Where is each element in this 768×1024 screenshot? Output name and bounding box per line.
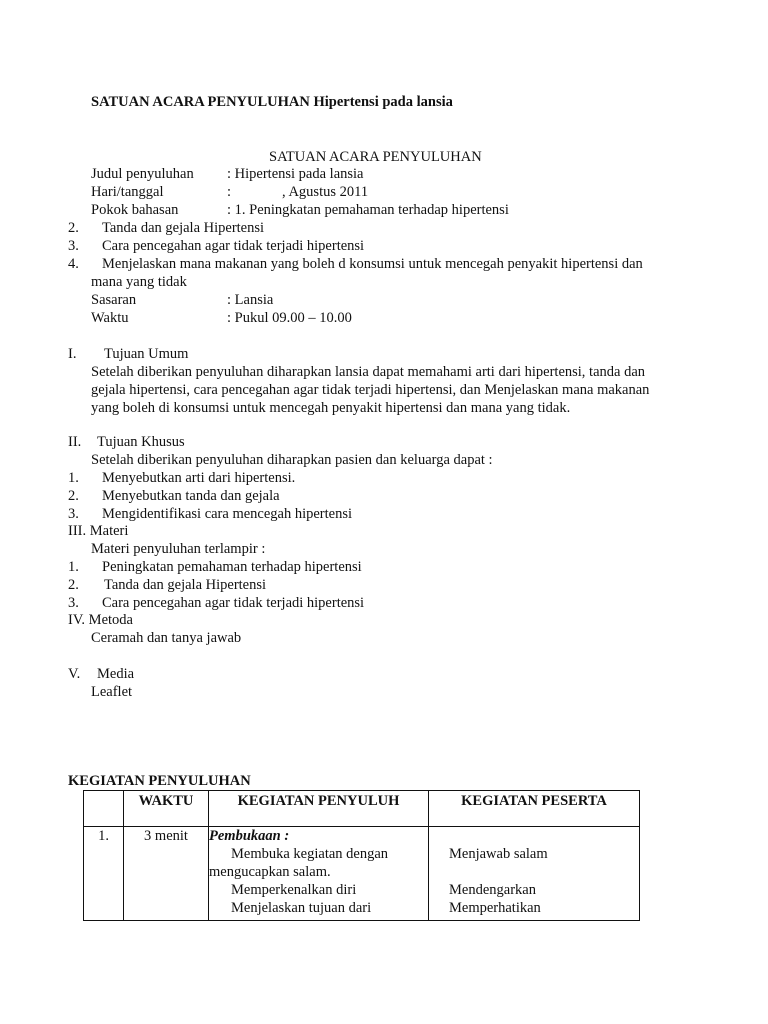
materi-item-text: Tanda dan gejala Hipertensi <box>104 577 267 593</box>
tujuan-khusus-item-num: 1. <box>68 470 79 486</box>
row-peserta <box>429 827 640 921</box>
pembukaan-title: Pembukaan : <box>209 828 290 844</box>
hari-colon: : <box>227 184 232 200</box>
waktu-value: : Pukul 09.00 – 10.00 <box>227 310 352 326</box>
materi-item-num: 2. <box>68 577 79 593</box>
pokok-item-text: Menjelaskan mana makanan yang boleh d konsumsi untuk mencegah penyakit hipertensi dan <box>102 256 643 272</box>
media-text: Leaflet <box>91 684 133 700</box>
tujuan-umum-line: gejala hipertensi, cara pencegahan agar tidak terjadi hipertensi, dan Menjelaskan mana makanan <box>91 382 650 398</box>
row-waktu: 3 menit <box>124 827 209 921</box>
pokok-item-text-cont: mana yang tidak <box>91 274 187 290</box>
tujuan-umum-line: Setelah diberikan penyuluhan diharapkan lansia dapat memahami arti dari hipertensi, tanda dan <box>91 364 646 380</box>
materi-intro: Materi penyuluhan terlampir : <box>91 541 266 557</box>
tujuan-khusus-item-text: Menyebutkan tanda dan gejala <box>102 488 280 504</box>
media-num: V. <box>68 666 81 682</box>
penyuluh-activity-cont: mengucapkan salam. <box>209 864 331 880</box>
table-header-row <box>84 791 640 827</box>
peserta-activity: Mendengarkan <box>449 882 536 898</box>
pokok-item-num: 3. <box>68 238 79 254</box>
document-title: SATUAN ACARA PENYULUHAN Hipertensi pada lansia <box>91 94 453 110</box>
sasaran-value: : Lansia <box>227 292 274 308</box>
table-row <box>84 827 640 921</box>
tujuan-khusus-item-num: 2. <box>68 488 79 504</box>
judul-label: Judul penyuluhan <box>91 166 194 182</box>
center-heading: SATUAN ACARA PENYULUHAN <box>269 149 482 165</box>
penyuluh-activity: Membuka kegiatan dengan <box>231 846 389 862</box>
row-penyuluh <box>209 827 429 921</box>
pokok-label: Pokok bahasan <box>91 202 179 218</box>
col-header-penyuluh: KEGIATAN PENYULUH <box>209 791 429 827</box>
hari-label: Hari/tanggal <box>91 184 164 200</box>
materi-heading: III. Materi <box>68 523 129 539</box>
pokok-item-text: Cara pencegahan agar tidak terjadi hipertensi <box>102 238 365 254</box>
hari-value: , Agustus 2011 <box>282 184 369 200</box>
tujuan-khusus-item-num: 3. <box>68 506 79 522</box>
peserta-activity: Memperhatikan <box>449 900 541 916</box>
kegiatan-heading: KEGIATAN PENYULUHAN <box>68 773 251 789</box>
waktu-label: Waktu <box>91 310 129 326</box>
penyuluh-activity: Memperkenalkan diri <box>231 882 357 898</box>
sasaran-label: Sasaran <box>91 292 137 308</box>
row-number: 1. <box>84 827 124 921</box>
col-header-peserta: KEGIATAN PESERTA <box>429 791 640 827</box>
judul-value: : Hipertensi pada lansia <box>227 166 364 182</box>
tujuan-khusus-item-text: Mengidentifikasi cara mencegah hipertensi <box>102 506 353 522</box>
materi-item-num: 1. <box>68 559 79 575</box>
pokok-item-num: 4. <box>68 256 79 272</box>
tujuan-khusus-num: II. <box>68 434 82 450</box>
col-header-no <box>84 791 124 827</box>
tujuan-umum-line: yang boleh di konsumsi untuk mencegah penyakit hipertensi dan mana yang tidak. <box>91 400 571 416</box>
tujuan-umum-num: I. <box>68 346 77 362</box>
tujuan-khusus-item-text: Menyebutkan arti dari hipertensi. <box>102 470 296 486</box>
metoda-heading: IV. Metoda <box>68 612 133 628</box>
materi-item-text: Peningkatan pemahaman terhadap hipertensi <box>102 559 362 575</box>
pokok-item-num: 2. <box>68 220 79 236</box>
col-header-waktu: WAKTU <box>124 791 209 827</box>
penyuluh-activity: Menjelaskan tujuan dari <box>231 900 372 916</box>
pokok-item-text: Tanda dan gejala Hipertensi <box>102 220 265 236</box>
tujuan-khusus-heading: Tujuan Khusus <box>97 434 185 450</box>
materi-item-text: Cara pencegahan agar tidak terjadi hipertensi <box>102 595 365 611</box>
metoda-text: Ceramah dan tanya jawab <box>91 630 242 646</box>
peserta-activity: Menjawab salam <box>449 846 548 862</box>
tujuan-khusus-intro: Setelah diberikan penyuluhan diharapkan pasien dan keluarga dapat : <box>91 452 493 468</box>
media-heading: Media <box>97 666 135 682</box>
materi-item-num: 3. <box>68 595 79 611</box>
kegiatan-table <box>83 790 640 921</box>
pokok-value: : 1. Peningkatan pemahaman terhadap hipertensi <box>227 202 509 218</box>
tujuan-umum-heading: Tujuan Umum <box>104 346 189 362</box>
